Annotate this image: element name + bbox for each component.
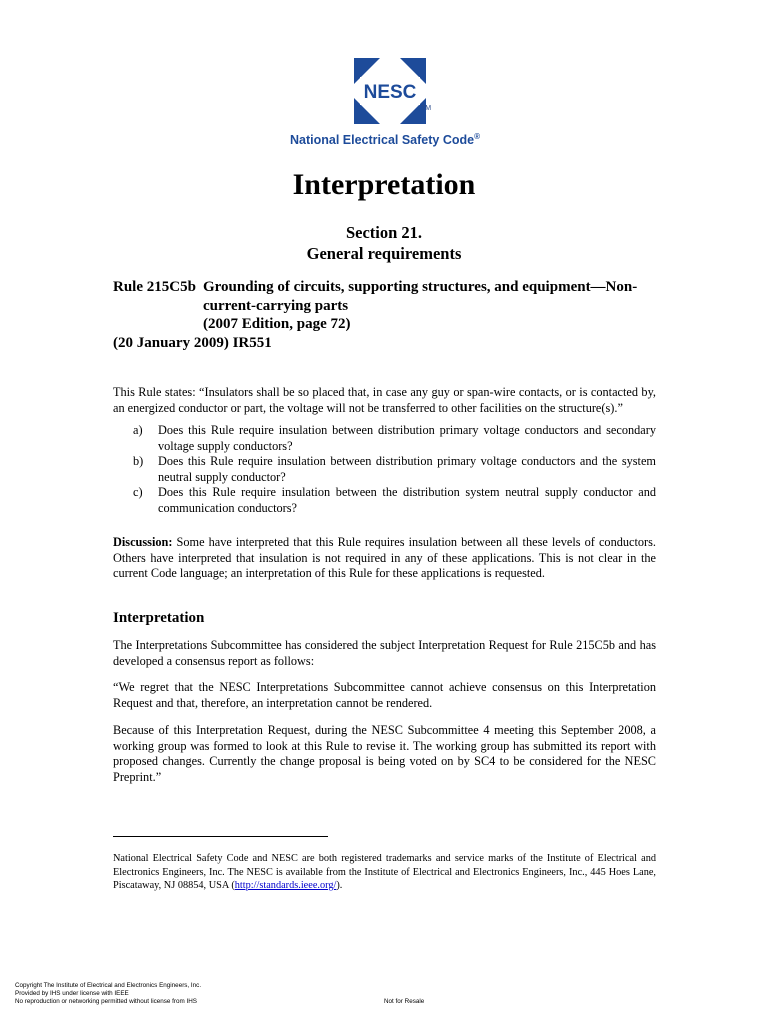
nesc-logo	[280, 55, 490, 147]
discussion-paragraph	[113, 535, 656, 582]
logo-tagline: National Electrical Safety Code®	[290, 132, 480, 148]
rule-heading	[113, 278, 673, 352]
list-item: a) Does this Rule require insulation between distribution primary voltage conductors and secondary voltage supply conductors?	[133, 423, 656, 453]
discussion-text: Some have interpreted that this Rule requires insulation between all these levels of conductors. Others have interpreted that insulation is not required in any of these applications. This is not clear in the current Code language; an interpretation of this Rule for these applications is requested.	[113, 535, 656, 580]
section-name: General requirements	[306, 244, 462, 263]
logo-tm: TM	[421, 105, 432, 112]
rule-statement: This Rule states: “Insulators shall be so placed that, in case any guy or span-wire contacts, or is contacted by, an energized conductor or part, the voltage will not be transferred to other facilities on the structure(s).”	[113, 385, 656, 415]
page-title: Interpretation	[292, 168, 476, 201]
rule-edition: (2007 Edition, page 72)	[203, 316, 351, 332]
nesc-logo-mark-icon	[345, 55, 435, 127]
interpretation-heading: Interpretation	[113, 610, 205, 626]
rule-title-line2: current-carrying parts	[203, 297, 349, 314]
list-item: c) Does this Rule require insulation between the distribution system neutral supply conductor and communication conductors?	[133, 485, 656, 515]
section-heading	[0, 222, 768, 264]
interpretation-paragraph-1: The Interpretations Subcommittee has considered the subject Interpretation Request for Rule 215C5b and has developed a consensus report as follows:	[113, 638, 656, 668]
resale-notice: Not for Resale	[384, 998, 425, 1005]
standards-link[interactable]: http://standards.ieee.org/	[234, 880, 337, 891]
list-item: b) Does this Rule require insulation between distribution primary voltage conductors and the system neutral supply conductor?	[133, 454, 656, 484]
copyright-notice: Copyright The Institute of Electrical and Electronics Engineers, Inc. Provided by IHS under license with IEEE No reproduction or networking permitted without license from IHS	[15, 982, 202, 1005]
section-number: Section 21.	[345, 223, 423, 242]
logo-mark-text: NESC	[363, 82, 417, 103]
discussion-label: Discussion:	[113, 535, 173, 549]
footnote: National Electrical Safety Code and NESC are both registered trademarks and service marks of the Institute of Electrical and Electronics Engineers, Inc. The NESC is available from the Institute of Electrical and Electronics Engineers, Inc., 445 Hoes Lane, Piscataway, NJ 08854, USA (http://standards.ieee.org/).	[113, 853, 656, 891]
rule-label: Rule 215C5b	[113, 279, 196, 295]
interpretation-paragraph-2: “We regret that the NESC Interpretations Subcommittee cannot achieve consensus on this Interpretation Request and that, therefore, an interpretation cannot be rendered.	[113, 680, 656, 710]
interpretation-paragraph-3: Because of this Interpretation Request, during the NESC Subcommittee 4 meeting this September 2008, a working group was formed to look at this Rule to revise it. The working group has submitted its report with proposed changes. Currently the change proposal is being voted on by SC4 to be considered for the NESC Preprint.”	[113, 723, 656, 784]
rule-title-line1: Grounding of circuits, supporting structures, and equipment—Non-	[203, 279, 638, 295]
question-list	[133, 423, 656, 516]
footnote-divider	[113, 836, 328, 837]
rule-date-id: (20 January 2009) IR551	[113, 334, 272, 351]
